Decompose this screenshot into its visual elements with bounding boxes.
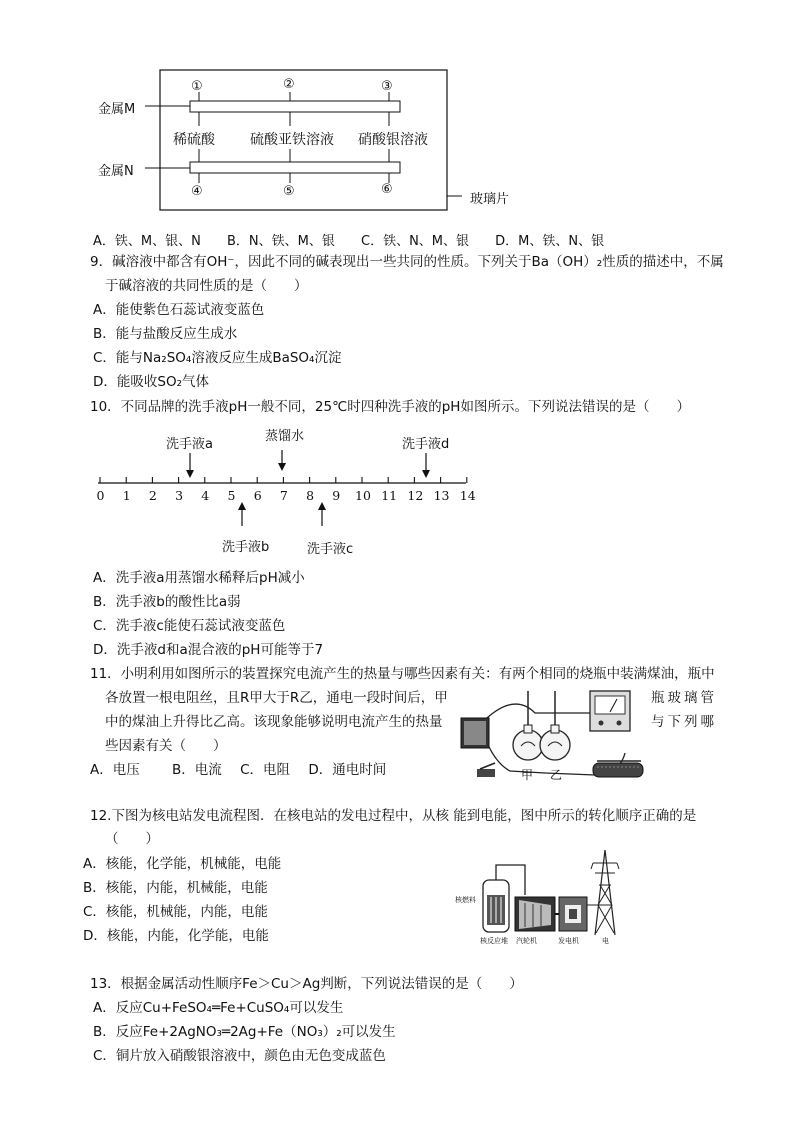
q9-option: A．能使紫色石蕊试液变蓝色 (93, 302, 265, 318)
circle-number: ① (191, 79, 203, 94)
circle-number: ④ (191, 184, 203, 199)
q11-stem-line: 中的煤油上升得比乙高。该现象能够说明电流产生的热量 (105, 714, 443, 730)
axis-tick-label: 3 (175, 488, 184, 503)
q12-option: B．核能，内能，机械能，电能 (83, 880, 268, 896)
q13-stem-line: 13．根据金属活动性顺序Fe＞Cu＞Ag判断，下列说法错误的是（ ） (90, 976, 523, 992)
flask-jia-label: 甲 (521, 768, 534, 782)
option: A．电压 (90, 762, 140, 778)
q11-stem-right: 与下列哪 (651, 714, 717, 730)
q9-option: C．能与Na₂SO₄溶液反应生成BaSO₄沉淀 (93, 350, 342, 366)
label-fuel: 核燃料 (455, 896, 476, 904)
metal-m-label: 金属M (98, 102, 136, 117)
q11-stem-line: 11．小明利用如图所示的装置探究电流产生的热量与哪些因素有关：有两个相同的烧瓶中装满煤油，瓶中 (90, 666, 715, 682)
axis-tick-label: 11 (381, 488, 398, 503)
q10-option: C．洗手液c能使石蕊试液变蓝色 (93, 618, 286, 634)
q11-stem-line: 各放置一根电阻丝，且R甲大于R乙，通电一段时间后，甲 (105, 690, 448, 706)
label-handwash-c: 洗手液c (307, 542, 354, 557)
option: D．M、铁、N、银 (495, 234, 605, 249)
solution-label: 稀硫酸 (173, 132, 215, 148)
flask-yi (540, 730, 570, 760)
label-reactor: 核反应堆 (480, 937, 508, 945)
q8-options (93, 230, 604, 249)
q13-option: B．反应Fe+2AgNO₃═2Ag+Fe（NO₃）₂可以发生 (93, 1024, 396, 1040)
q12-option: D．核能，内能，化学能，电能 (83, 928, 269, 944)
axis-tick-label: 13 (433, 488, 450, 503)
label-handwash-b: 洗手液b (222, 540, 270, 555)
axis-tick-label: 0 (96, 488, 105, 503)
axis-tick-label: 4 (201, 488, 210, 503)
q12-option: A．核能，化学能，机械能，电能 (83, 856, 282, 872)
option: D．通电时间 (308, 762, 387, 778)
circle-number: ⑤ (283, 184, 295, 199)
label-handwash-d: 洗手液d (402, 437, 450, 452)
axis-tick-label: 8 (306, 488, 315, 503)
q13-option: C．铜片放入硝酸银溶液中，颜色由无色变成蓝色 (93, 1048, 386, 1064)
axis-tick-label: 1 (122, 488, 131, 503)
label-distilled-water: 蒸馏水 (265, 429, 305, 444)
q12-option: C．核能，机械能，内能，电能 (83, 904, 268, 920)
axis-tick-label: 10 (355, 488, 371, 503)
circle-number: ⑥ (381, 182, 393, 197)
axis-tick-label: 12 (407, 488, 424, 503)
q11-stem-line: 些因素有关（ ） (105, 738, 227, 754)
axis-tick-label: 5 (227, 488, 236, 503)
solution-label: 硝酸银溶液 (358, 132, 428, 148)
q11-stem-right: 瓶玻璃管 (651, 690, 717, 706)
q10-option: D．洗手液d和a混合液的pH可能等于7 (93, 642, 324, 658)
label-turbine: 汽轮机 (516, 937, 537, 945)
metal-m-strip (190, 101, 400, 112)
circle-number: ② (283, 77, 295, 92)
q10-option: B．洗手液b的酸性比a弱 (93, 594, 241, 610)
axis-tick-label: 9 (332, 488, 341, 503)
metal-n-strip (190, 162, 400, 173)
power-plant-diagram (455, 845, 635, 950)
label-handwash-a: 洗手液a (166, 437, 213, 452)
axis-tick-label: 7 (279, 488, 288, 503)
q11-options (90, 760, 386, 780)
flask-jia (513, 730, 543, 760)
q10-stem-line: 10．不同品牌的洗手液pH一般不同，25℃时四种洗手液的pH如图所示。下列说法错误的是（ ） (90, 399, 690, 415)
q9-stem-line: 于碱溶液的共同性质的是（ ） (105, 278, 308, 294)
axis-tick-label: 2 (148, 488, 157, 503)
option: C．铁、N、M、银 (361, 234, 470, 249)
label-power: 电 (602, 937, 609, 945)
q13-option: A．反应Cu+FeSO₄═Fe+CuSO₄可以发生 (93, 1000, 344, 1016)
flask-yi-label: 乙 (550, 768, 563, 782)
circle-number: ③ (381, 79, 393, 94)
axis-tick-label: 14 (459, 488, 476, 503)
q12-stem-line: （ ） (105, 831, 159, 847)
rheostat (593, 763, 643, 777)
metal-n-label: 金属N (98, 164, 134, 179)
solution-label: 硫酸亚铁溶液 (250, 132, 334, 148)
axis-tick-label: 6 (253, 488, 262, 503)
q9-option: D．能吸收SO₂气体 (93, 374, 210, 390)
option: C．电阻 (240, 762, 291, 778)
option: B．电流 (172, 762, 222, 778)
label-generator: 发电机 (558, 937, 579, 945)
q12-stem-line: 12.下图为核电站发电流程图．在核电站的发电过程中，从核 能到电能，图中所示的转化顺序正确的是 (90, 808, 697, 824)
option: B．N、铁、M、银 (226, 234, 335, 249)
option: A．铁、M、银、N (93, 234, 201, 249)
q10-option: A．洗手液a用蒸馏水稀释后pH减小 (93, 570, 305, 586)
q9-option: B．能与盐酸反应生成水 (93, 326, 238, 342)
q9-stem-line: 9．碱溶液中都含有OH⁻，因此不同的碱表现出一些共同的性质。下列关于Ba（OH）₂性质的描述中，不属 (90, 254, 724, 270)
glass-label: 玻璃片 (470, 192, 510, 207)
